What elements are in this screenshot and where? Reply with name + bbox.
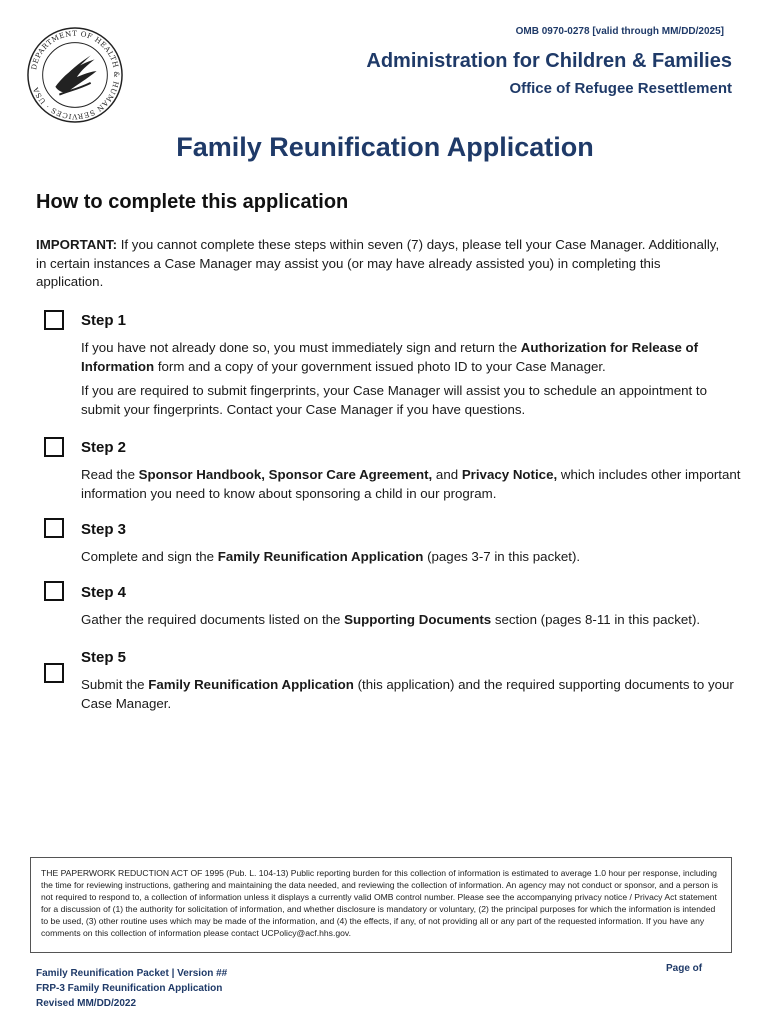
step-3-text xyxy=(81,548,741,573)
step-4-text-c: section (pages 8-11 in this packet). xyxy=(491,612,701,627)
step-5-text-a: Submit the xyxy=(81,677,149,692)
step-2-label: Step 2 xyxy=(81,439,127,456)
step-2-text xyxy=(81,466,741,509)
section-heading: How to complete this application xyxy=(36,191,349,213)
step-4-text-a: Gather the required documents listed on the xyxy=(81,612,345,627)
office-name: Office of Refugee Resettlement xyxy=(509,80,732,97)
step-1-text-c: form and a copy of your government issued photo ID to your Case Manager. xyxy=(154,358,606,374)
step-2-text-c: and xyxy=(432,467,462,482)
step-5-text-c: (this application) and the required supporting documents to your Case Manager. xyxy=(81,677,734,711)
step-3-checkbox[interactable] xyxy=(44,518,64,538)
step-5-text-b: Family Reunification Application xyxy=(148,677,354,692)
step-2-text-d: Privacy Notice, xyxy=(461,467,558,482)
step-4-text-b: Supporting Documents xyxy=(344,612,492,627)
page-number: Page of xyxy=(666,963,703,974)
agency-name: Administration for Children & Families xyxy=(366,50,732,72)
step-2-text-b: Sponsor Handbook, Sponsor Care Agreement, xyxy=(138,467,433,482)
step-2-checkbox[interactable] xyxy=(44,437,64,457)
step-3-text-c: (pages 3-7 in this packet). xyxy=(423,549,581,564)
footer-info xyxy=(36,966,227,1011)
step-5-text xyxy=(81,676,741,719)
seal-text: DEPARTMENT OF HEALTH & HUMAN SERVICES · USA xyxy=(29,28,122,122)
step-3-label: Step 3 xyxy=(81,521,127,538)
omb-number: OMB 0970-0278 [valid through MM/DD/2025] xyxy=(515,26,724,37)
step-4-label: Step 4 xyxy=(81,584,127,601)
step-3-text-a: Complete and sign the xyxy=(81,549,218,564)
paperwork-reduction-notice: THE PAPERWORK REDUCTION ACT OF 1995 (Pub. L. 104-13) Public reporting burden for this collection of information is estimated to average 1.0 hour per response, including the time for reviewing instructions, gathering and maintaining the data needed, and reviewing the collection of information. An agency may not conduct or sponsor, and a person is not required to respond to, a collection of information unless it displays a currently valid OMB control number. Please see the accompanying privacy notice / Privacy Act statement for a discussion of (1) the authority for solicitation of information, and whether disclosure is mandatory or voluntary, (2) the principal purposes for which the information is intended to be used, (3) other routine uses which may be made of the information, and (4) the effects, if any, of not providing all or any part of the requested information. If you have any comments on this collection of information please contact UCPolicy@acf.hhs.gov. xyxy=(30,857,732,953)
step-1-text xyxy=(81,339,741,425)
step-1-text-a: If you have not already done so, you must immediately sign and return the xyxy=(81,340,521,355)
step-5-checkbox[interactable] xyxy=(44,663,64,683)
important-label: IMPORTANT: xyxy=(36,237,118,252)
step-2-text-a: Read the xyxy=(81,467,139,482)
step-1-text-b: Authorization for Release of Information xyxy=(81,340,699,374)
step-2-text-e: which includes other important information you need to know about sponsoring a child in our program. xyxy=(81,467,741,501)
intro-text: If you cannot complete these steps within seven (7) days, please tell your Case Manager. Additionally, in certain instances a Case Manager may assist you (or may have already assisted you) in completing this application. xyxy=(36,237,720,289)
step-4-text xyxy=(81,611,741,636)
step-1-checkbox[interactable] xyxy=(44,310,64,330)
step-1-text-p2: If you are required to submit fingerprints, your Case Manager will assist you to schedule an appointment to submit your fingerprints. Contact your Case Manager if you have questions. xyxy=(81,383,708,417)
intro-paragraph xyxy=(36,236,726,292)
step-1-label: Step 1 xyxy=(81,312,127,329)
hhs-seal-icon xyxy=(26,26,124,124)
step-3-text-b: Family Reunification Application xyxy=(217,549,424,564)
step-4-checkbox[interactable] xyxy=(44,581,64,601)
page-title: Family Reunification Application xyxy=(176,132,594,162)
footer-revised-date: Revised MM/DD/2022 xyxy=(36,998,137,1009)
footer-packet-version: Family Reunification Packet | Version ## xyxy=(36,968,228,979)
footer-form-name: FRP-3 Family Reunification Application xyxy=(36,983,223,994)
step-5-label: Step 5 xyxy=(81,649,127,666)
